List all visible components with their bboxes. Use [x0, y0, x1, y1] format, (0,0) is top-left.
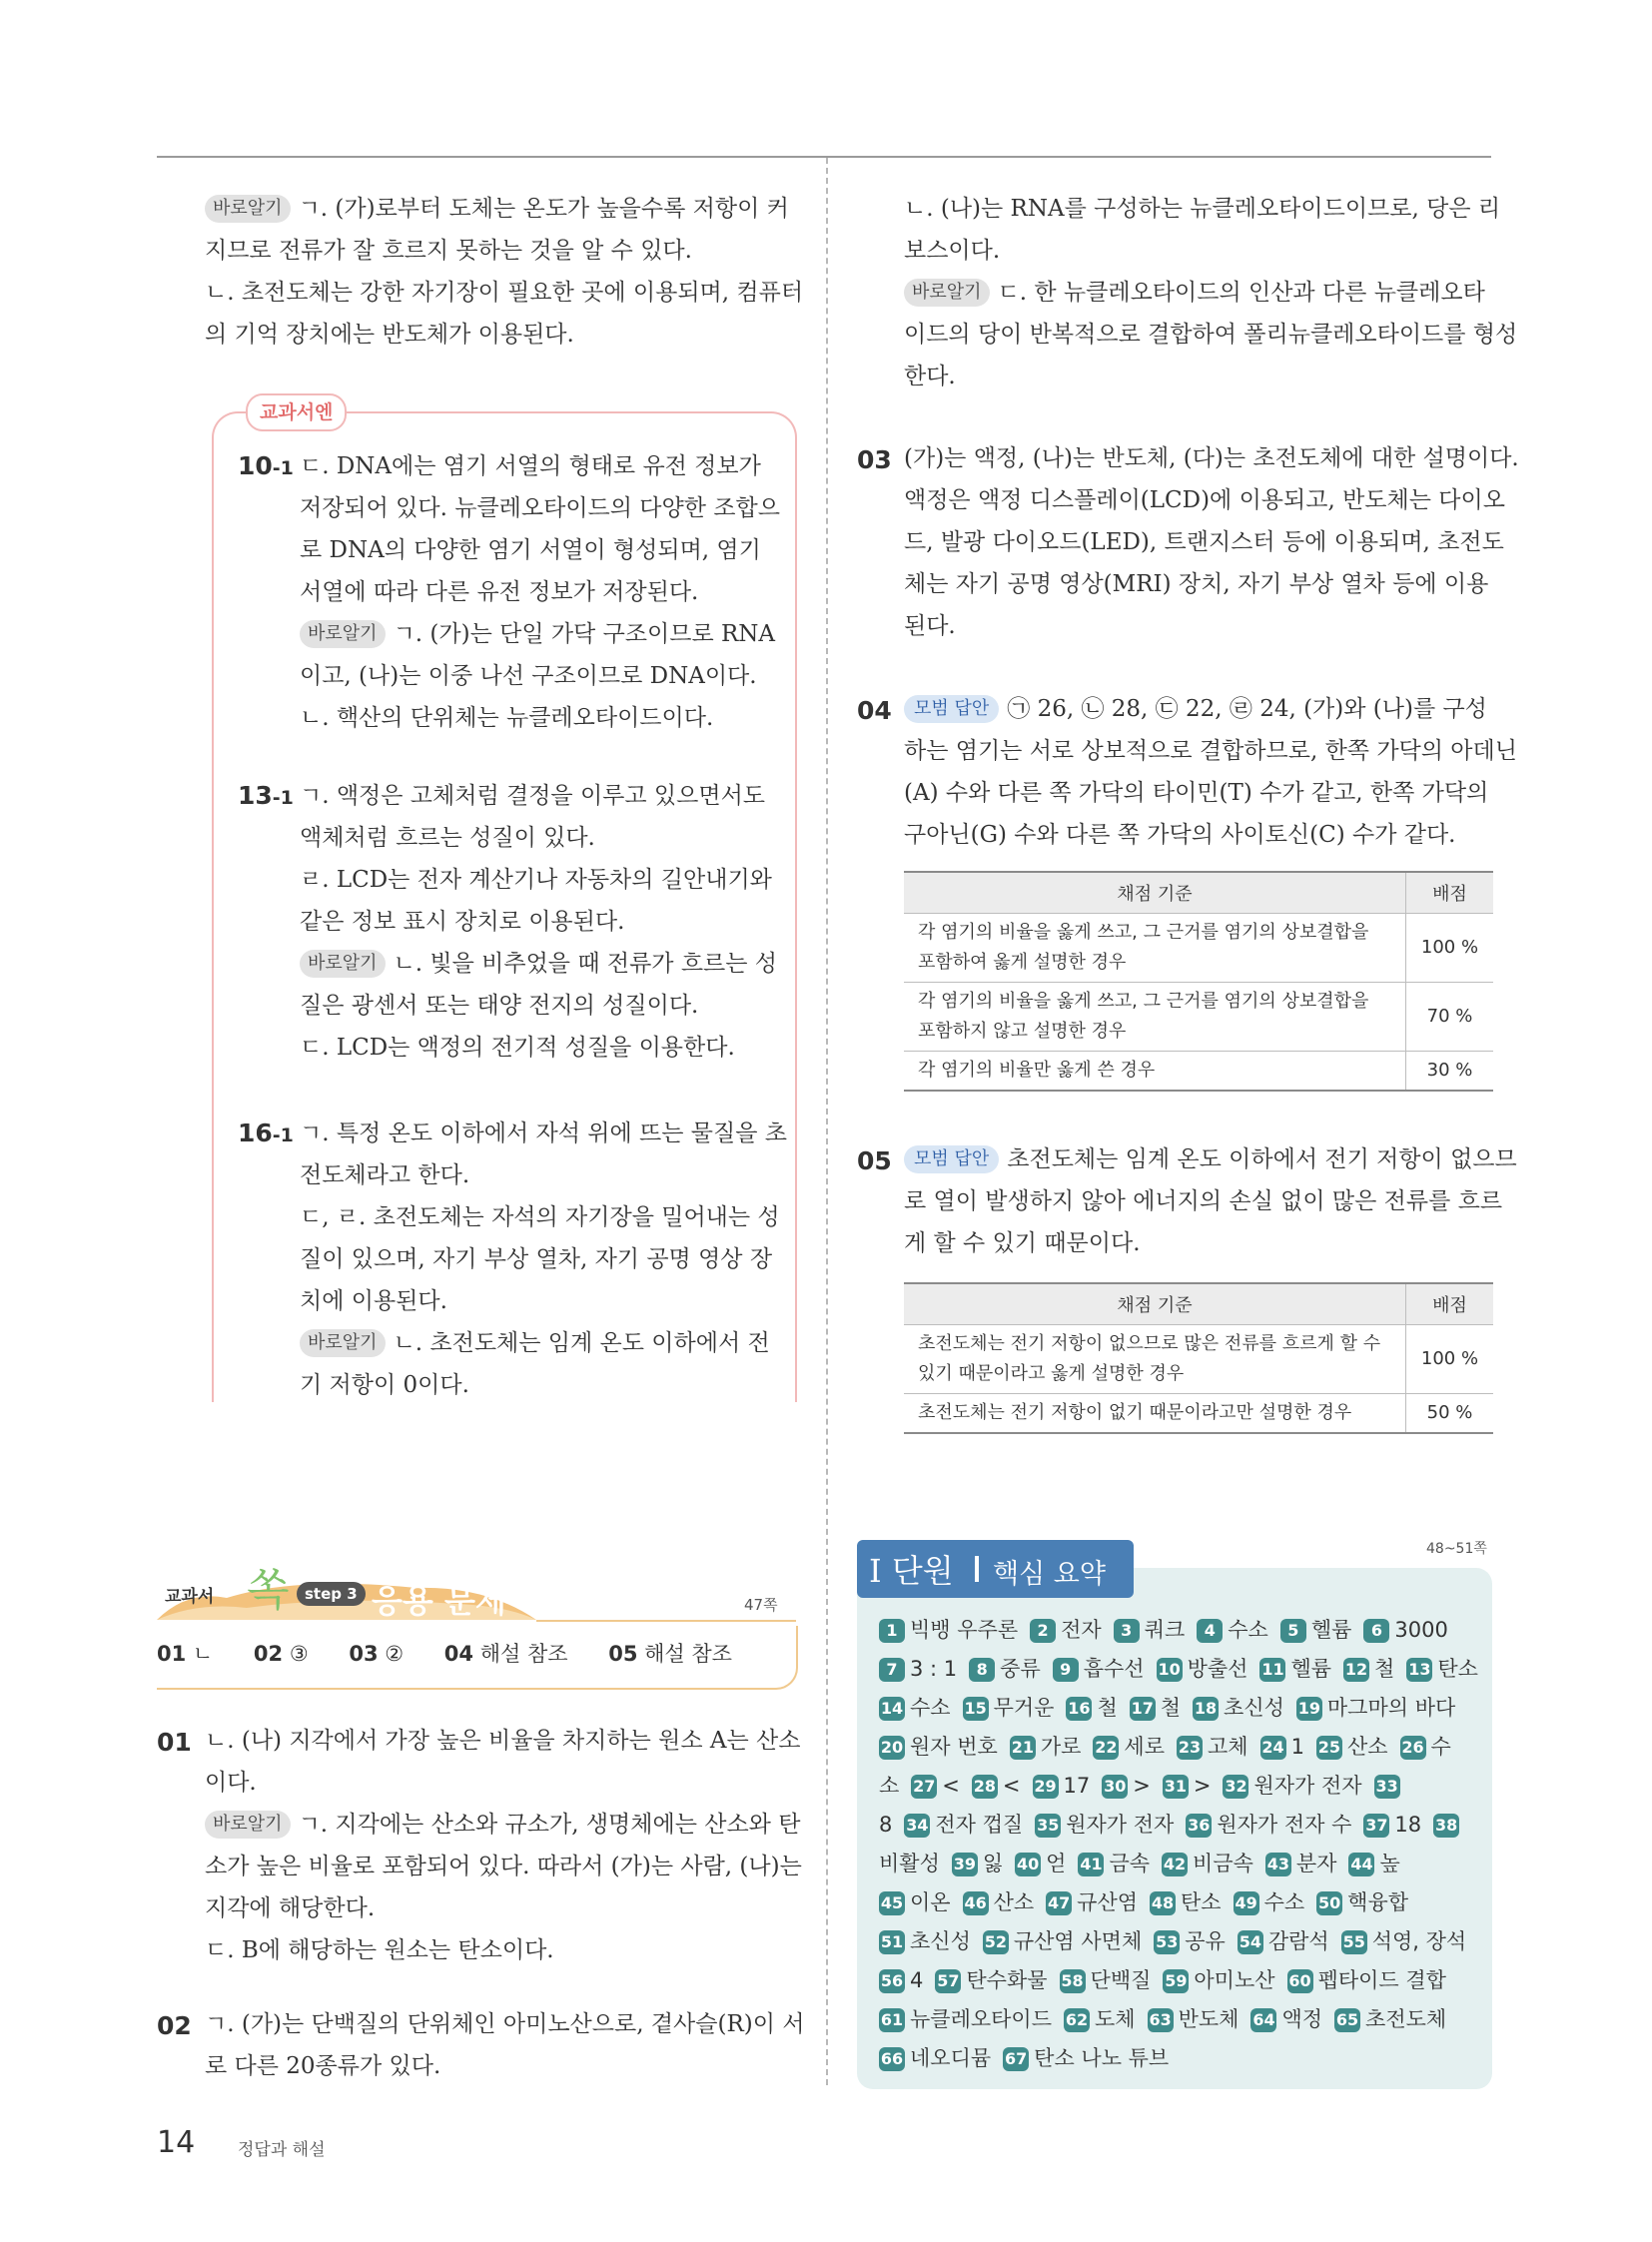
- summary-number-badge: 31: [1163, 1775, 1189, 1799]
- summary-term: 헬륨: [1310, 1618, 1352, 1642]
- summary-number-badge: 38: [1433, 1814, 1459, 1838]
- summary-number-badge: 4: [1197, 1619, 1223, 1643]
- summary-term: 철: [1160, 1696, 1182, 1720]
- summary-line: [879, 1848, 1412, 1877]
- summary-term: 초신성: [910, 1929, 971, 1953]
- summary-term: 소: [879, 1774, 900, 1798]
- summary-term: 세로: [1124, 1735, 1165, 1759]
- summary-number-badge: 19: [1296, 1697, 1322, 1721]
- summary-line: [879, 2003, 1458, 2033]
- summary-term: 8: [879, 1813, 893, 1837]
- summary-item: [1400, 1735, 1451, 1759]
- summary-number-badge: 63: [1148, 2008, 1174, 2032]
- intro-block: 바로알기 ㄱ. (가)로부터 도체는 온도가 높을수록 저항이 커 지므로 전류가 잘 흐르지 못하는 것을 알 수 있다. ㄴ. 초전도체는 강한 자기장이 필요한 곳에 이용되며, 컴퓨터 의 기억 장치에는 반도체가 이용된다.: [205, 196, 804, 348]
- summary-item: [1157, 1657, 1248, 1681]
- summary-number-badge: 27: [911, 1775, 937, 1799]
- summary-term: 네오디뮴: [910, 2046, 992, 2070]
- summary-number-badge: 9: [1053, 1658, 1079, 1682]
- summary-number-badge: 36: [1186, 1814, 1212, 1838]
- summary-item: [1265, 1852, 1337, 1875]
- correction-badge: 바로알기: [300, 950, 386, 978]
- summary-number-badge: 61: [879, 2008, 905, 2032]
- summary-number-badge: 11: [1259, 1658, 1285, 1682]
- answer-item: 05 해설 참조: [608, 1642, 732, 1666]
- summary-number-badge: 22: [1093, 1736, 1119, 1760]
- summary-number-badge: 40: [1015, 1853, 1041, 1876]
- q13-body: ㄱ. 액정은 고체처럼 결정을 이루고 있으면서도 액체처럼 흐르는 성질이 있다. ㄹ. LCD는 전자 계산기나 자동차의 길안내기와 같은 정보 표시 장치로 이용된다. 바로알기 ㄴ. 빛을 비추었을 때 전류가 흐르는 성 질은 광센서 또는 태양 전지의 성질이다. ㄷ. LCD는 액정의 전기적 성질을 이용한다.: [300, 783, 778, 1061]
- summary-item: [1163, 1968, 1274, 1992]
- summary-number-badge: 12: [1343, 1658, 1369, 1682]
- summary-number-badge: 5: [1280, 1619, 1306, 1643]
- table-row: 초전도체는 전기 저항이 없기 때문이라고만 설명한 경우 50 %: [904, 1394, 1493, 1434]
- model-answer-badge: 모범 답안: [904, 1145, 999, 1173]
- summary-number-badge: 49: [1234, 1891, 1259, 1915]
- summary-item: [879, 2046, 991, 2070]
- summary-item: [879, 2007, 1052, 2031]
- summary-number-badge: 13: [1406, 1658, 1432, 1682]
- summary-item: [879, 1774, 899, 1798]
- scoring-table-05: [904, 1282, 1493, 1434]
- summary-number-badge: 35: [1035, 1814, 1061, 1838]
- summary-item: [879, 1735, 998, 1759]
- summary-number-badge: 30: [1102, 1775, 1128, 1799]
- summary-number-badge: 64: [1250, 2008, 1276, 2032]
- summary-term: 규산염: [1077, 1890, 1139, 1914]
- summary-number-badge: 55: [1341, 1930, 1367, 1954]
- summary-term: 규산염 사면체: [1013, 1929, 1143, 1953]
- summary-item: [1150, 1890, 1222, 1914]
- summary-item: [1363, 1618, 1447, 1642]
- summary-item: [904, 1813, 1023, 1837]
- summary-number-badge: 3: [1114, 1619, 1140, 1643]
- summary-number-badge: 37: [1363, 1814, 1389, 1838]
- table-row: 각 염기의 비율을 옳게 쓰고, 그 근거를 염기의 상보결합을 포함하지 않고 설명한 경우 70 %: [904, 983, 1493, 1052]
- summary-item: [1234, 1890, 1305, 1914]
- summary-number-badge: 50: [1316, 1891, 1342, 1915]
- summary-term: 흡수선: [1083, 1657, 1145, 1681]
- summary-number-badge: 15: [963, 1697, 989, 1721]
- summary-term: 초전도체: [1365, 2007, 1447, 2031]
- answer-row: [157, 1638, 732, 1668]
- summary-term: 빅뱅 우주론: [910, 1618, 1019, 1642]
- summary-item: [1163, 1774, 1212, 1798]
- summary-number-badge: 10: [1157, 1658, 1183, 1682]
- summary-title: 핵심 요약: [993, 1559, 1106, 1590]
- summary-item: [1193, 1696, 1284, 1720]
- table-header-row: 채점 기준 배점: [904, 872, 1493, 914]
- summary-item: [879, 1929, 971, 1953]
- summary-term: 얻: [1046, 1852, 1067, 1875]
- answer-item: 04 해설 참조: [443, 1642, 568, 1666]
- summary-term: 초신성: [1224, 1696, 1284, 1720]
- summary-term: 감람석: [1267, 1929, 1329, 1953]
- q10-body: ㄷ. DNA에는 염기 서열의 형태로 유전 정보가 저장되어 있다. 뉴클레오타이드의 다양한 조합으 로 DNA의 다양한 염기 서열이 형성되며, 염기 서열에 따라 다른 유전 정보가 저장된다. 바로알기 ㄱ. (가)는 단일 가닥 구조이므로 RNA 이고, (나)는 이중 나선 구조이므로 DNA이다. ㄴ. 핵산의 단위체는 뉴클레오타이드이다.: [300, 453, 780, 731]
- summary-item: [963, 1696, 1055, 1720]
- summary-term: 아미노산: [1194, 1968, 1275, 1992]
- footer-label: 정답과 해설: [238, 2140, 326, 2160]
- summary-term: 탄소: [1437, 1657, 1478, 1681]
- summary-term: 원자가 전자 수: [1217, 1813, 1352, 1837]
- unit-label: I 단원: [869, 1552, 954, 1590]
- summary-term: 철: [1374, 1657, 1395, 1681]
- summary-item: [1053, 1657, 1145, 1681]
- summary-term: 수: [1430, 1735, 1451, 1759]
- summary-number-badge: 33: [1374, 1775, 1400, 1799]
- textbook-label: 교과서: [165, 1587, 215, 1607]
- answer-item: 03 ②: [349, 1642, 405, 1666]
- question-number-04: 04: [857, 696, 892, 725]
- summary-item: [1259, 1657, 1331, 1681]
- summary-item: [1154, 1929, 1226, 1953]
- summary-term: 18: [1394, 1813, 1422, 1837]
- summary-line: [879, 1886, 1420, 1916]
- summary-number-badge: 45: [879, 1891, 905, 1915]
- q02-body: ㄱ. (가)는 단백질의 단위체인 아미노산으로, 곁사슬(R)이 서 로 다른 20종류가 있다.: [205, 2011, 805, 2079]
- summary-number-badge: 56: [879, 1969, 905, 1993]
- summary-term: 석영, 장석: [1371, 1929, 1467, 1953]
- summary-item: [1177, 1735, 1248, 1759]
- summary-item: [1093, 1735, 1165, 1759]
- summary-term: 핵융합: [1347, 1890, 1409, 1914]
- summary-number-badge: 24: [1260, 1736, 1286, 1760]
- summary-item: [1260, 1735, 1304, 1759]
- summary-item: [1015, 1852, 1066, 1875]
- summary-number-badge: 8: [969, 1658, 995, 1682]
- summary-number-badge: 21: [1010, 1736, 1036, 1760]
- summary-item: [879, 1657, 957, 1681]
- summary-title-bar: [857, 1540, 1134, 1598]
- question-number-03: 03: [857, 445, 892, 474]
- summary-item: [1066, 1696, 1117, 1720]
- summary-line: [879, 1925, 1478, 1955]
- summary-term: 17: [1063, 1774, 1091, 1798]
- table-row: 각 염기의 비율을 옳게 쓰고, 그 근거를 염기의 상보결합을 포함하여 옳게 설명한 경우 100 %: [904, 914, 1493, 983]
- step3-page-ref: 47쪽: [744, 1596, 778, 1614]
- scoring-table-04: [904, 871, 1493, 1092]
- summary-item: [1078, 1852, 1150, 1875]
- summary-number-badge: 62: [1064, 2008, 1090, 2032]
- step-badge: step 3: [297, 1582, 366, 1606]
- summary-item: [1003, 2046, 1169, 2070]
- summary-item: [1060, 1968, 1152, 1992]
- summary-line: [879, 1809, 1476, 1839]
- q04-body: 모범 답안 ㉠ 26, ㉡ 28, ㉢ 22, ㉣ 24, (가)와 (나)를 구성 하는 염기는 서로 상보적으로 결합하므로, 한쪽 가닥의 아데닌 (A) 수와 다른 쪽 가닥의 타이민(T) 수가 같고, 한쪽 가닥의 구아닌(G) 수와 다른 쪽 가닥의 사이토신(C) 수가 같다.: [904, 696, 1517, 848]
- summary-term: 4: [910, 1968, 924, 1992]
- summary-term: 마그마의 바다: [1326, 1696, 1456, 1720]
- q01-body: ㄴ. (나) 지각에서 가장 높은 비율을 차지하는 원소 A는 산소 이다. 바로알기 ㄱ. 지각에는 산소와 규소가, 생명체에는 산소와 탄 소가 높은 비율로 포함되어 있다. 따라서 (가)는 사람, (나)는 지각에 해당한다. ㄷ. B에 해당하는 원소는 탄소이다.: [205, 1728, 802, 1963]
- summary-item: [879, 1968, 923, 1992]
- correction-badge: 바로알기: [904, 279, 990, 307]
- ssuk-logo: 쏙: [247, 1565, 290, 1616]
- summary-item: [1102, 1774, 1151, 1798]
- summary-number-badge: 42: [1162, 1853, 1188, 1876]
- summary-number-badge: 7: [879, 1658, 905, 1682]
- summary-number-badge: 14: [879, 1697, 905, 1721]
- table-row: 초전도체는 전기 저항이 없으므로 많은 전류를 흐르게 할 수 있기 때문이라고 옳게 설명한 경우 100 %: [904, 1325, 1493, 1394]
- summary-item: [1250, 2007, 1322, 2031]
- summary-number-badge: 26: [1400, 1736, 1426, 1760]
- summary-number-badge: 41: [1078, 1853, 1104, 1876]
- summary-term: 헬륨: [1290, 1657, 1332, 1681]
- summary-number-badge: 6: [1363, 1619, 1389, 1643]
- summary-term: 3000: [1394, 1618, 1448, 1642]
- summary-item: [963, 1890, 1035, 1914]
- summary-number-badge: 39: [952, 1853, 978, 1876]
- q16-body: ㄱ. 특정 온도 이하에서 자석 위에 뜨는 물질을 초 전도체라고 한다. ㄷ, ㄹ. 초전도체는 자석의 자기장을 밀어내는 성 질이 있으며, 자기 부상 열차, 자기 공명 영상 장 치에 이용된다. 바로알기 ㄴ. 초전도체는 임계 온도 이하에서 전 기 저항이 0이다.: [300, 1121, 787, 1398]
- summary-number-badge: 54: [1238, 1930, 1263, 1954]
- summary-term: 이온: [910, 1890, 951, 1914]
- summary-number-badge: 52: [983, 1930, 1009, 1954]
- summary-term: 전자: [1061, 1618, 1102, 1642]
- summary-item: [1064, 2007, 1136, 2031]
- summary-item: [969, 1657, 1041, 1681]
- summary-number-badge: 1: [879, 1619, 905, 1643]
- summary-item: [1316, 1890, 1408, 1914]
- summary-item: [1223, 1774, 1361, 1798]
- table-row: 각 염기의 비율만 옳게 쓴 경우 30 %: [904, 1052, 1493, 1092]
- summary-term: 단백질: [1090, 1968, 1152, 1992]
- question-number-02: 02: [157, 2011, 192, 2040]
- question-number-01: 01: [157, 1728, 192, 1757]
- summary-item: [879, 1890, 951, 1914]
- summary-item: [983, 1929, 1142, 1953]
- q05-body: 모범 답안 초전도체는 임계 온도 이하에서 전기 저항이 없으므 로 열이 발생하지 않아 에너지의 손실 없이 많은 전류를 흐르 게 할 수 있기 때문이다.: [904, 1146, 1517, 1256]
- summary-item: [1010, 1735, 1082, 1759]
- summary-term: <: [1002, 1774, 1021, 1798]
- summary-number-badge: 57: [935, 1969, 961, 1993]
- summary-number-badge: 32: [1223, 1775, 1248, 1799]
- summary-item: [1162, 1852, 1253, 1875]
- summary-line: [879, 1731, 1463, 1761]
- model-answer-badge: 모범 답안: [904, 695, 999, 723]
- summary-term: 무거운: [993, 1696, 1055, 1720]
- answer-item: 02 ③: [253, 1642, 309, 1666]
- column-divider: [826, 158, 828, 2085]
- summary-number-badge: 51: [879, 1930, 905, 1954]
- summary-number-badge: 16: [1066, 1697, 1092, 1721]
- correction-badge: 바로알기: [300, 1329, 386, 1357]
- summary-number-badge: 23: [1177, 1736, 1203, 1760]
- top-rule: [157, 156, 1491, 158]
- summary-number-badge: 25: [1316, 1736, 1342, 1760]
- summary-item: [1148, 2007, 1239, 2031]
- summary-item: [1280, 1618, 1352, 1642]
- summary-item: [1374, 1774, 1405, 1798]
- summary-line: [879, 2042, 1181, 2072]
- summary-number-badge: 65: [1334, 2008, 1360, 2032]
- summary-page-ref: 48~51쪽: [1426, 1541, 1487, 1557]
- summary-term: 탄수화물: [966, 1968, 1048, 1992]
- summary-number-badge: 2: [1030, 1619, 1056, 1643]
- summary-term: <: [942, 1774, 960, 1798]
- summary-number-badge: 17: [1130, 1697, 1156, 1721]
- summary-term: 펩타이드 결합: [1317, 1968, 1446, 1992]
- summary-item: [1033, 1774, 1091, 1798]
- summary-item: [879, 1813, 892, 1837]
- summary-term: 반도체: [1178, 2007, 1239, 2031]
- summary-term: 산소: [1346, 1735, 1388, 1759]
- summary-number-badge: 20: [879, 1736, 905, 1760]
- summary-item: [972, 1774, 1021, 1798]
- summary-term: 분자: [1295, 1852, 1337, 1875]
- summary-number-badge: 58: [1060, 1969, 1086, 1993]
- summary-item: [935, 1968, 1047, 1992]
- summary-number-badge: 66: [879, 2047, 905, 2071]
- summary-term: >: [1193, 1774, 1212, 1798]
- summary-number-badge: 53: [1154, 1930, 1180, 1954]
- summary-number-badge: 67: [1003, 2047, 1029, 2071]
- question-number-13: 13-1: [238, 781, 294, 810]
- summary-item: [1287, 1968, 1446, 1992]
- summary-term: 철: [1097, 1696, 1118, 1720]
- summary-number-badge: 18: [1193, 1697, 1219, 1721]
- step3-title: 응용 문제: [372, 1582, 506, 1620]
- summary-term: 잃: [982, 1852, 1004, 1875]
- summary-term: 비금속: [1193, 1852, 1253, 1875]
- summary-item: [879, 1618, 1018, 1642]
- summary-term: 탄소: [1181, 1890, 1222, 1914]
- summary-term: 가로: [1040, 1735, 1082, 1759]
- summary-term: 공유: [1185, 1929, 1226, 1953]
- summary-term: 원자가 전자: [1066, 1813, 1175, 1837]
- summary-term: 탄소 나노 튜브: [1034, 2046, 1170, 2070]
- summary-term: 금속: [1109, 1852, 1151, 1875]
- summary-item: [1363, 1813, 1421, 1837]
- summary-number-badge: 43: [1265, 1853, 1291, 1876]
- step3-rule: [536, 1620, 796, 1622]
- summary-number-badge: 34: [904, 1814, 930, 1838]
- correction-badge: 바로알기: [205, 195, 291, 223]
- answer-item: 01 ㄴ: [157, 1642, 214, 1666]
- summary-term: 중류: [1000, 1657, 1041, 1681]
- summary-number-badge: 46: [963, 1891, 989, 1915]
- correction-badge: 바로알기: [205, 1811, 291, 1839]
- summary-item: [879, 1696, 951, 1720]
- summary-term: 원자 번호: [910, 1735, 998, 1759]
- summary-number-badge: 59: [1163, 1969, 1189, 1993]
- summary-line: [879, 1964, 1458, 1994]
- summary-item: [1334, 2007, 1446, 2031]
- summary-item: [1035, 1813, 1174, 1837]
- summary-line: [879, 1770, 1417, 1800]
- question-number-10: 10-1: [238, 451, 294, 480]
- summary-term: 수소: [1263, 1890, 1305, 1914]
- summary-item: [1186, 1813, 1351, 1837]
- summary-line: [879, 1692, 1467, 1722]
- summary-item: [1348, 1852, 1399, 1875]
- summary-item: [1316, 1735, 1388, 1759]
- table-header-row: 채점 기준 배점: [904, 1283, 1493, 1325]
- summary-number-badge: 44: [1348, 1853, 1374, 1876]
- summary-term: 수소: [1228, 1618, 1268, 1642]
- step3-header: [157, 1565, 536, 1622]
- summary-term: 산소: [993, 1890, 1035, 1914]
- summary-item: [1433, 1813, 1464, 1837]
- question-number-05: 05: [857, 1146, 892, 1175]
- textbook-tag: 교과서엔: [246, 393, 347, 431]
- summary-term: 1: [1290, 1735, 1304, 1759]
- summary-term: 3 : 1: [910, 1657, 958, 1681]
- summary-line: [879, 1653, 1490, 1683]
- summary-item: [911, 1774, 960, 1798]
- summary-term: 도체: [1095, 2007, 1136, 2031]
- summary-number-badge: 48: [1150, 1891, 1176, 1915]
- summary-item: [1197, 1618, 1268, 1642]
- summary-term: 액정: [1281, 2007, 1323, 2031]
- summary-number-badge: 28: [972, 1775, 998, 1799]
- title-separator: [975, 1556, 979, 1582]
- summary-number-badge: 47: [1046, 1891, 1072, 1915]
- correction-badge: 바로알기: [300, 620, 386, 648]
- summary-term: 쿼크: [1144, 1618, 1186, 1642]
- summary-item: [1114, 1618, 1186, 1642]
- summary-item: [1046, 1890, 1138, 1914]
- summary-term: 전자 껍질: [935, 1813, 1024, 1837]
- summary-item: [1296, 1696, 1455, 1720]
- summary-line: [879, 1614, 1460, 1644]
- summary-item: [952, 1852, 1003, 1875]
- summary-term: 원자가 전자: [1253, 1774, 1362, 1798]
- right-continuation: ㄴ. (나)는 RNA를 구성하는 뉴클레오타이드이므로, 당은 리 보스이다. 바로알기 ㄷ. 한 뉴클레오타이드의 인산과 다른 뉴클레오타 이드의 당이 반복적으로 결합하여 폴리뉴클레오타이드를 형성 한다.: [904, 196, 1518, 389]
- summary-term: 뉴클레오타이드: [910, 2007, 1053, 2031]
- summary-number-badge: 29: [1033, 1775, 1059, 1799]
- question-number-16: 16-1: [238, 1119, 294, 1147]
- summary-term: 고체: [1207, 1735, 1248, 1759]
- summary-term: 수소: [910, 1696, 951, 1720]
- page-number: 14: [157, 2125, 196, 2160]
- summary-item: [1343, 1657, 1394, 1681]
- summary-term: >: [1133, 1774, 1151, 1798]
- summary-item: [1406, 1657, 1478, 1681]
- summary-item: [1341, 1929, 1467, 1953]
- summary-term: 높: [1379, 1852, 1400, 1875]
- summary-term: 비활성: [879, 1852, 940, 1875]
- summary-item: [1238, 1929, 1329, 1953]
- summary-item: [879, 1852, 940, 1875]
- summary-number-badge: 60: [1287, 1969, 1313, 1993]
- q03-body: (가)는 액정, (나)는 반도체, (다)는 초전도체에 대한 설명이다. 액정은 액정 디스플레이(LCD)에 이용되고, 반도체는 다이오 드, 발광 다이오드(LED), 트랜지스터 등에 이용되며, 초전도 체는 자기 공명 영상(MRI) 장치, 자기 부상 열차 등에 이용 된다.: [904, 445, 1519, 639]
- summary-item: [1030, 1618, 1102, 1642]
- summary-term: 방출선: [1187, 1657, 1248, 1681]
- summary-item: [1130, 1696, 1181, 1720]
